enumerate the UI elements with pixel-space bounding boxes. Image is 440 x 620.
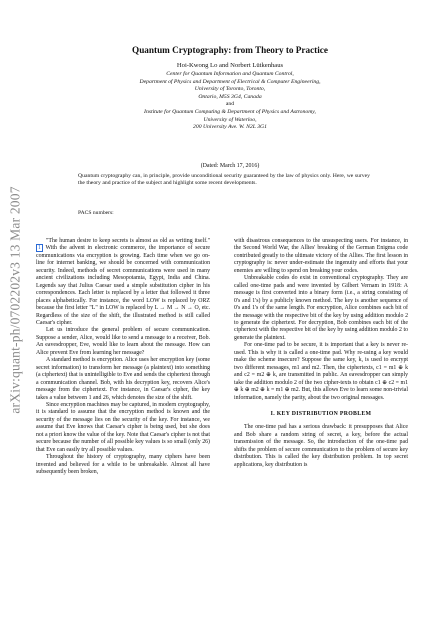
paper-title: Quantum Cryptography: from Theory to Practice [132,45,328,55]
section-heading: I. KEY DISTRIBUTION PROBLEM [270,410,372,417]
citation-link[interactable]: 1 [38,245,41,252]
affiliation-line: Center for Quantum Information and Quantum Control, [166,71,294,77]
arxiv-identifier-stamp [4,150,28,450]
abstract: Quantum cryptography can, in principle, provide unconditional security guaranteed by the law of physics only. Here, we survey the theory and practice of the subject and highlight some recent developments. [78,173,370,187]
affiliation-line: and [225,101,235,108]
affiliation-line: Department of Physics and Department of Electrical & Computer Engineering, [139,78,321,85]
affiliation-line: University of Toronto, Toronto, [194,86,266,93]
paper-authors: Hoi-Kwong Lo and Norbert Lütkenhaus [176,62,284,69]
paragraph: For one-time pad to be secure, it is important that a key is never re-used. This is why it is called a one-time pad. Why re-using a key would make the scheme insecure? Suppose the same key, k, is used to encrypt two different messages, m1 and m2. Then, the ciphertexts, c1 = m1 ⊕ k and c2 = m2 ⊕ k, are transmitted in public. An eavesdropper can simply take the addition modulo 2 of the two cipher-texts to obtain c1 ⊕ c2 = m1 ⊕ k ⊕ m2 ⊕ k = m1 ⊕ m2. But, this allows Eve to learn some non-trivial information, namely the parity, about the two original messages. [234,342,408,401]
affiliation-line: 200 University Ave. W. N2L 3G1 [193,124,267,131]
paragraph: Let us introduce the general problem of secure communication. Suppose a sender, Alice, would like to send a message to a receiver, Bob. An eavesdropper, Eve, would like to learn about the message. How can Alice prevent Eve from learning her message? [36,327,210,356]
paragraph: The one-time pad has a serious drawback: it presupposes that Alice and Bob share a random string of secret, a key, before the actual transmission of the message. So, the introduction of the one-time pad shifts the problem of secure communication to the problem of secure key distribution. This is called the key distribution problem. In top secret applications, key distribution is [234,424,408,468]
arxiv-identifier-text: arXiv:quant-ph/0702202v3 13 Mar 2007 [8,186,24,414]
left-column [36,238,210,477]
paragraph: "The human desire to keep secrets is almost as old as writing itself." 1 With the advent in electronic commerce, the importance of secure communications via encryption is growing. Each time when we go on-line for internet banking, we should be concerned with communication security. Indeed, methods of secret communications were used in many ancient civilizations including Mesopotamia, Egypt, India and China. Legends say that Julius Caesar used a simple substitution cipher in his correspondences. Each letter is replaced by a letter that followed it three places alphabetically. For instance, the word LOW is replaced by ORZ because the first letter "L" in LOW is replaced by L → M → N → O, etc. Regardless of the size of the shift, the illustrated method is still called Caesar's cipher. [36,238,211,326]
paragraph: Throughout the history of cryptography, many ciphers have been invented and believed for a while to be unbreakable. Almost all have subsequently been broken, [36,454,210,476]
affiliation-line: Ontario, M5S 3G4, Canada [198,93,262,100]
pacs-numbers: PACS numbers: [78,210,114,216]
affiliation-line: Institute for Quantum Computing & Department of Physics and Astronomy, [144,108,316,115]
paragraph: with disastrous consequences to the unsuspecting users. For instance, in the Second World War, the Allies' breaking of the German Enigma code contributed greatly to the ultimate victory of the Allies. The first lesson in cryptography is: never under-estimate the ingenuity and efforts that your enemies are willing to spend on breaking your codes. [234,238,408,274]
paragraph: Unbreakable codes do exist in conventional cryptography. They are called one-time pads and were invented by Gilbert Vernam in 1918: A message is first converted into a binary form (i.e., a string consisting of 0's and 1's) by a publicly known method. The key is another sequence of 0's and 1's of the same length. For encryption, Alice combines each bit of the message with the respective bit of the key by using addition modulo 2 to generate the ciphertext. For decryption, Bob combines each bit of the ciphertext with the respective bit of the key by using addition modulo 2 to generate the plaintext. [234,275,408,341]
date-line: (Dated: March 17, 2016) [200,163,260,169]
affiliation-line: University of Waterloo, [203,116,257,123]
affiliations-block [40,71,420,132]
paragraph: Since encryption machines may be captured, in modern cryptography, it is standard to assume that the encryption method is known and the security of the message lies on the security of the key. For instance, we assume that Eve knows that Caesar's cipher is being used, but she does not a priori know the value of the key. Note that Caesar's cipher is not that secure because the number of all possible key values is so small (only 26) that Eve can easily try all possible values. [36,401,210,453]
paragraph: A standard method is encryption. Alice uses her encryption key (some secret information) to transform her message (a plaintext) into something (a ciphertext) that is unintelligible to Eve and sends the ciphertext through a communication channel. Bob, with his decryption key, recovers Alice's message from the ciphertext. For instance, in Caesar's cipher, the key takes a value between 1 and 26, which denotes the size of the shift. [36,357,210,401]
right-column [234,238,408,469]
